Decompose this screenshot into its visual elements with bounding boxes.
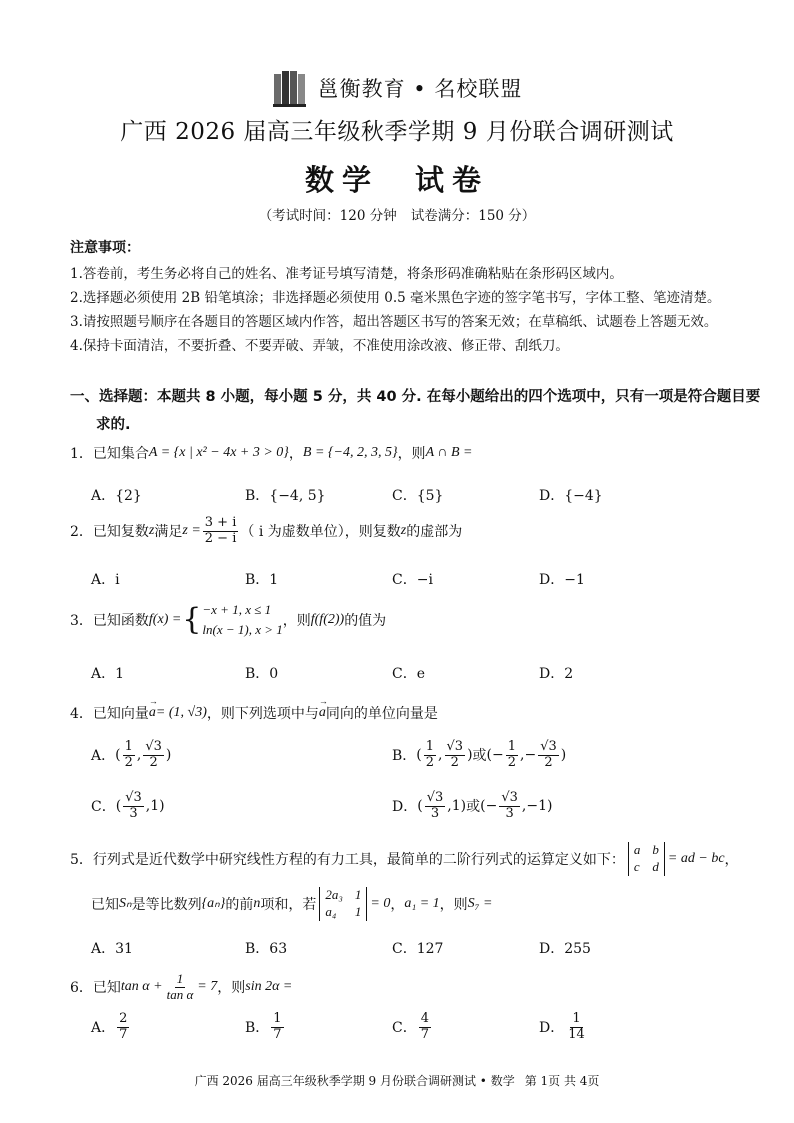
q5-option-a: A．31 <box>91 941 133 957</box>
q4-option-d: D． ( $\frac{√3}{3}$ , 1 ) 或 ( − $\frac{√3}{3}$ , − 1 ) <box>392 790 553 821</box>
question-5: 5． 行列式是近代数学中研究线性方程的有力工具，最简单的二阶行列式的运算定义如下： a b c d = ad − bc ， <box>70 842 739 874</box>
q2-option-a: A．i <box>91 572 120 588</box>
q4-option-c: C． ( $\frac{√3}{3}$ , 1 ) <box>91 790 165 821</box>
q2-option-d: D．−1 <box>539 572 585 588</box>
notes-title: 注意事项： <box>70 240 140 256</box>
q1-option-d: D．{−4} <box>539 488 603 504</box>
note-item: 2.选择题必须使用 2B 铅笔填涂；非选择题必须使用 0.5 毫米黑色字迹的签字笔书写，字体工整、笔迹清楚。 <box>70 290 721 306</box>
q5-option-c: C．127 <box>392 941 444 957</box>
q2-option-b: B．1 <box>245 572 279 588</box>
q6-option-d: D． $\frac{1}{14}$ <box>539 1011 585 1042</box>
footer-title: 广西 2026 届高三年级秋季学期 9 月份联合调研测试 • 数学 <box>194 1074 515 1088</box>
exam-info <box>0 204 794 224</box>
question-2: 2． 已知复数 z 满足 z = $\frac{3 + i}{2 - i}$ （ i 为虚数单位），则复数 z 的虚部为 <box>70 515 463 546</box>
subject-title: 数学 试卷 <box>304 163 490 197</box>
exam-score: 试卷满分：150 分） <box>410 208 536 224</box>
q3-option-d: D．2 <box>539 666 574 682</box>
q1-option-a: A．{2} <box>91 488 142 504</box>
set-b: B = {−4, 2, 3, 5} <box>302 445 398 460</box>
q6-option-c: C． $\frac{4}{7}$ <box>392 1011 429 1042</box>
det-definition: a b c d <box>628 842 665 876</box>
q4-option-a: A． ( $\frac{1}{2}$ , $\frac{√3}{2}$ ) <box>91 739 172 770</box>
exam-time: （考试时间：120 分钟 <box>258 208 397 224</box>
intersection-expr: A ∩ B = <box>425 445 473 460</box>
q1-option-c: C．{5} <box>392 488 444 504</box>
piecewise-cases: −x + 1, x ≤ 1 ln(x − 1), x > 1 <box>202 602 283 637</box>
question-5-cont: 已知 Sₙ 是等比数列 {aₙ} 的前 n 项和，若 2a₃ 1 a₄ 1 = 0 ， a₁ = 1 ，则 S₇ = <box>91 887 493 919</box>
brand-name: 邕衡教育 • 名校联盟 <box>317 77 523 101</box>
q1-option-b: B．{−4, 5} <box>245 488 326 504</box>
set-a: A = {x | x² − 4x + 3 > 0} <box>148 445 289 460</box>
q4-option-b: B． ( $\frac{1}{2}$ , $\frac{√3}{2}$ ) 或 ( − $\frac{1}{2}$ , − $\frac{√3}{2}$ ) <box>392 739 567 770</box>
page-number: 第 1页 共 4页 <box>524 1074 600 1088</box>
question-3: 3． 已知函数 f(x) = { −x + 1, x ≤ 1 ln(x − 1), x > 1 ，则 f(f(2)) 的值为 <box>70 600 386 639</box>
q6-option-b: B． $\frac{1}{7}$ <box>245 1011 282 1042</box>
exam-title: 广西 2026 届高三年级秋季学期 9 月份联合调研测试 <box>120 119 674 145</box>
page-footer <box>0 1072 794 1089</box>
note-item: 4.保持卡面清洁，不要折叠、不要弄破、弄皱，不准使用涂改液、修正带、刮纸刀。 <box>70 338 569 354</box>
q3-option-a: A．1 <box>91 666 125 682</box>
q2-fraction: $\frac{3 + i}{2 - i}$ <box>204 515 237 546</box>
det-condition: 2a₃ 1 a₄ 1 <box>319 887 367 921</box>
section-title-cont: 求的. <box>96 417 131 433</box>
q2-option-c: C．−i <box>392 572 433 588</box>
q5-option-b: B．63 <box>245 941 288 957</box>
q5-option-d: D．255 <box>539 941 591 957</box>
q6-option-a: A． $\frac{2}{7}$ <box>91 1011 128 1042</box>
note-item: 1.答卷前，考生务必将自己的姓名、准考证号填写清楚，将条形码准确粘贴在条形码区域内。 <box>70 266 623 282</box>
section-title: 一、选择题：本题共 8 小题，每小题 5 分，共 40 分. 在每小题给出的四个选项中，只有一项是符合题目要 <box>70 389 761 405</box>
brand-header <box>0 68 794 108</box>
question-6: 6． 已知 tan α + $\frac{1}{\text{tan α}}$ = 7 ，则 sin 2α = <box>70 971 293 1002</box>
books-logo-icon <box>272 68 308 108</box>
question-4: 4． 已知向量 → a = (1, √3) ，则下列选项中与 → a 同向的单位向量是 <box>70 703 438 723</box>
note-item: 3.请按照题号顺序在各题目的答题区域内作答，超出答题区书写的答案无效；在草稿纸、试题卷上答题无效。 <box>70 314 718 330</box>
q3-option-b: B．0 <box>245 666 279 682</box>
question-1: 1． 已知集合 A = {x | x² − 4x + 3 > 0} ， B = {−4, 2, 3, 5} ，则 A ∩ B = <box>70 445 473 462</box>
q3-option-c: C．e <box>392 666 425 682</box>
